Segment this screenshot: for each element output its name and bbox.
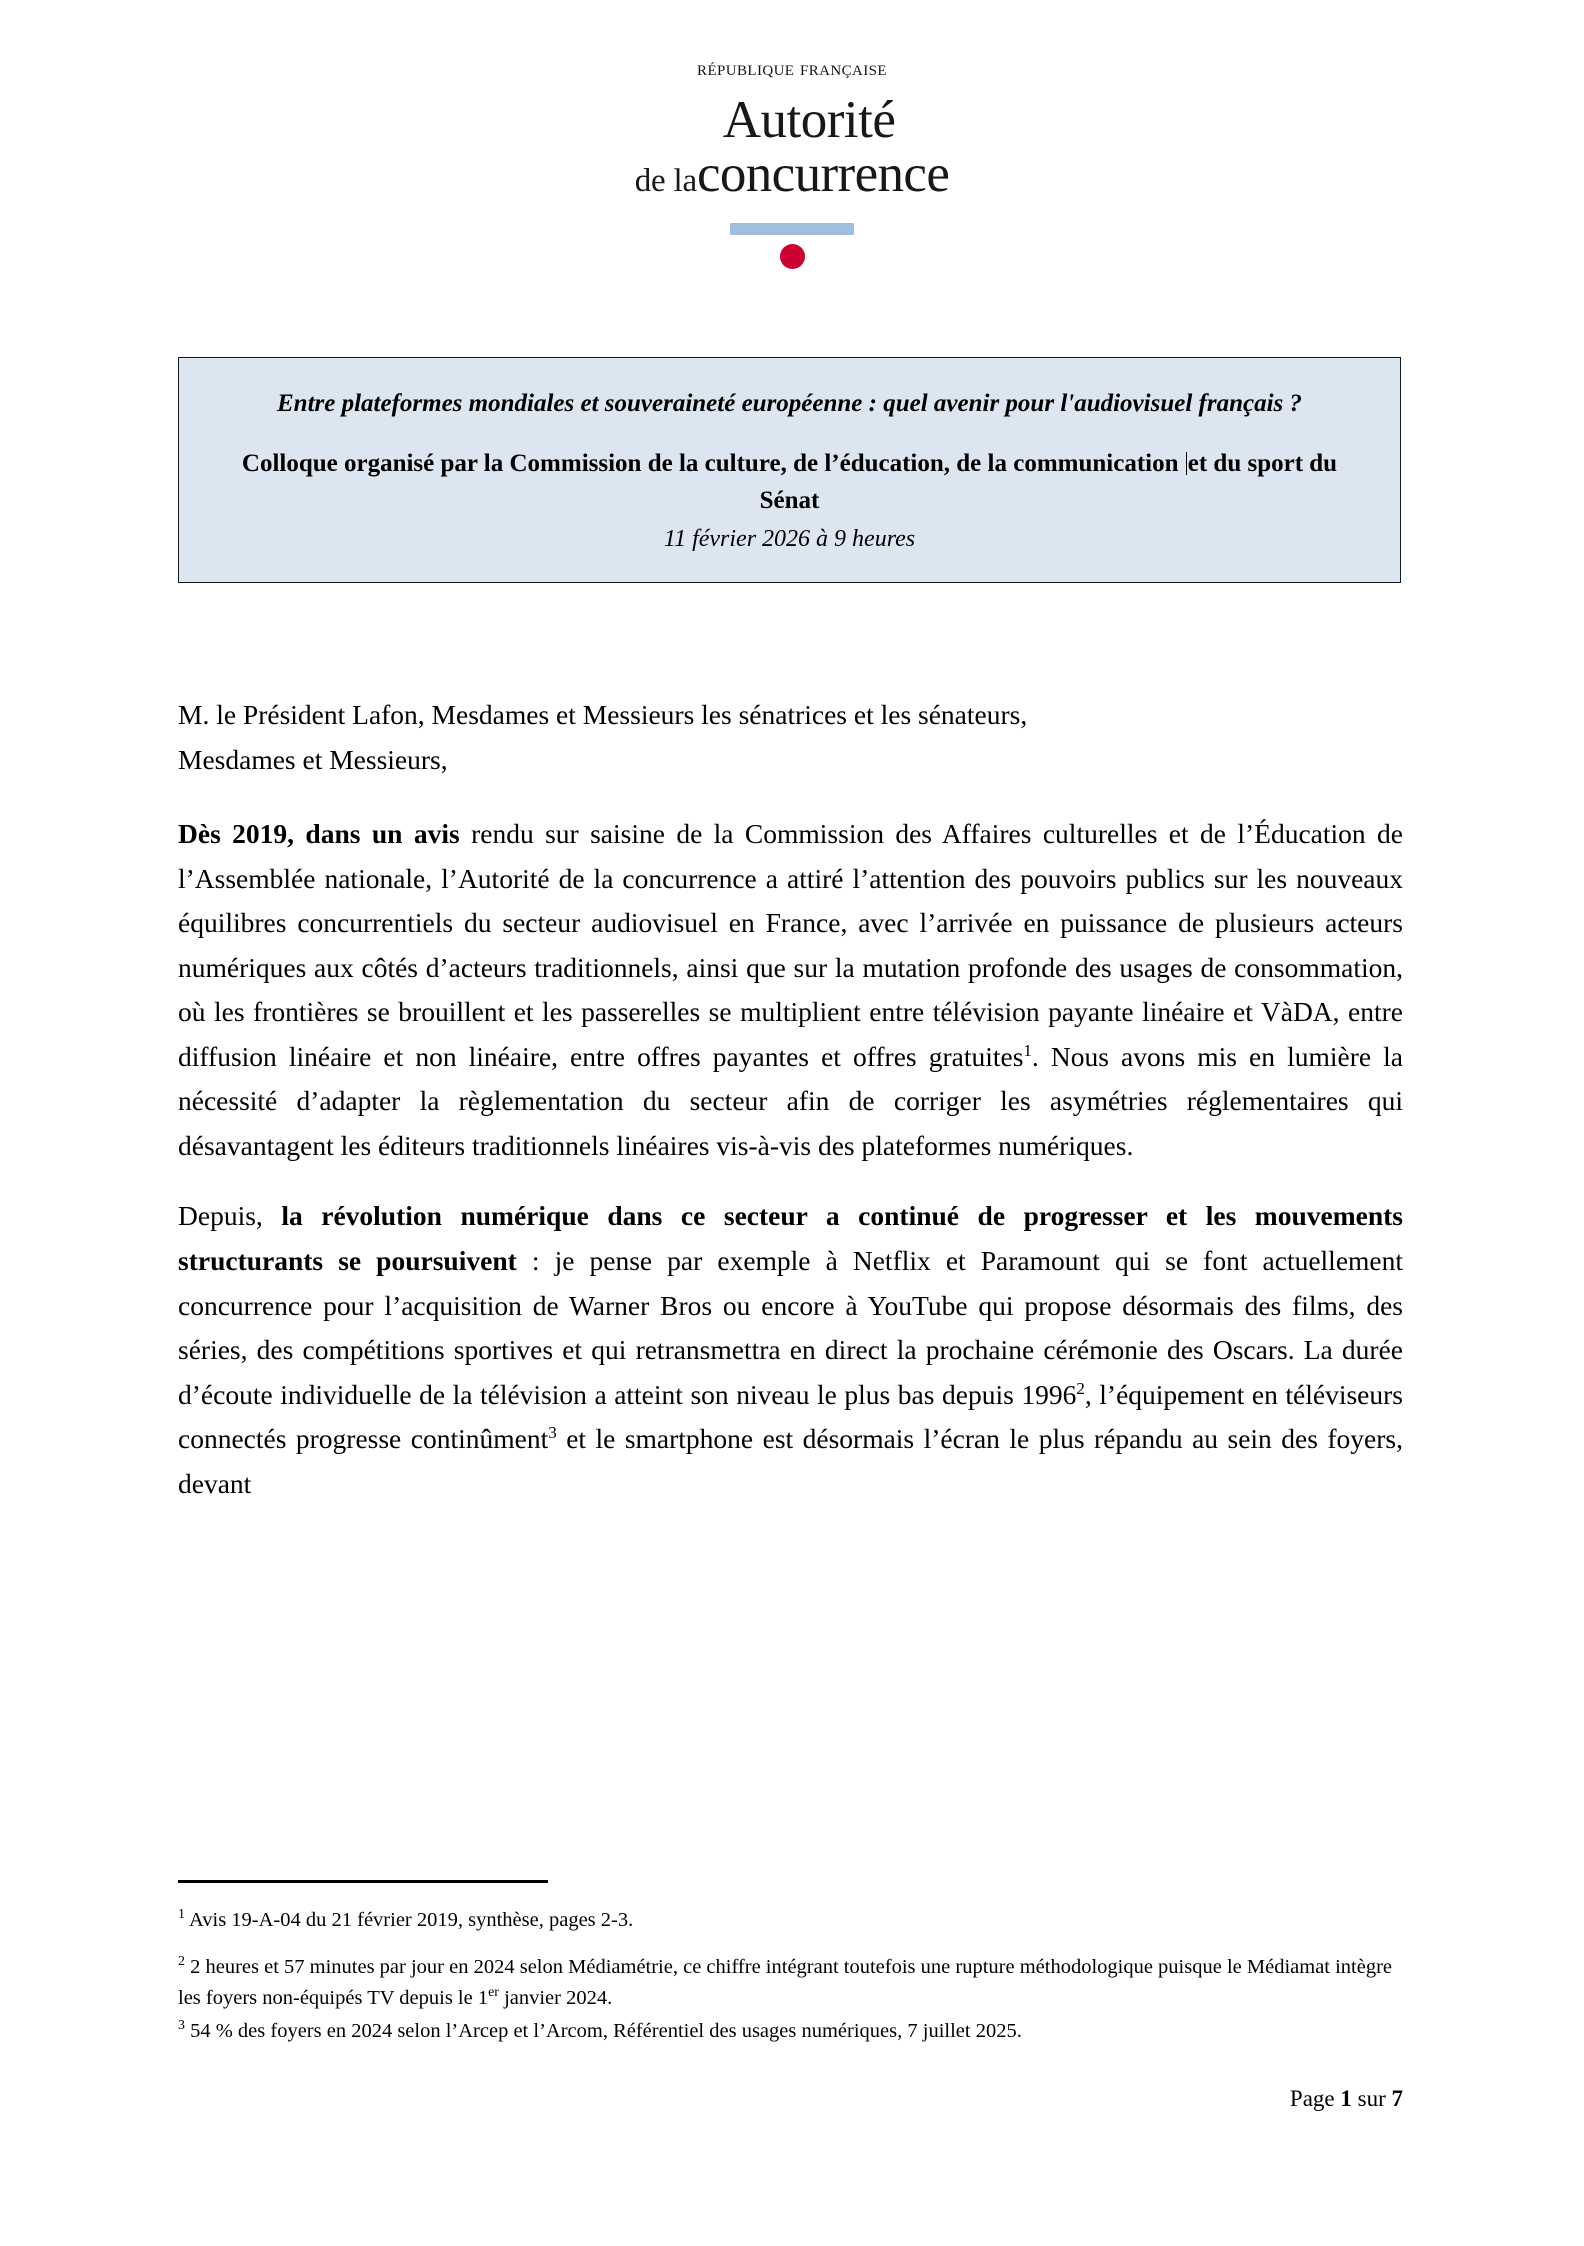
footnote-2-text: 2 heures et 57 minutes par jour en 2024 selon Médiamétrie, ce chiffre intégrant toutefois une rupture méthodologique puisque le Médiamat intègre les foyers non-équipés TV depuis le 1 (178, 1955, 1393, 2009)
footnote-2-marker: 2 (178, 1953, 185, 1969)
footnote-3-text: 54 % des foyers en 2024 selon l’Arcep et l’Arcom, Référentiel des usages numériques, 7 juillet 2025. (184, 2019, 1022, 2042)
footnote-separator-rule (178, 1880, 548, 1883)
logo-red-dot-icon (780, 244, 805, 269)
paragraph-1-text-b: . Nous avons mis en lumière la nécessité d’adapter la règlementation du secteur afin de corriger les asymétries réglementaires qui désavantagent les éditeurs traditionnels linéaires vis-à-vis des plateformes numériques. (178, 1040, 1403, 1161)
footnote-item-1 (178, 1905, 1403, 1936)
paragraph-1-text-a: rendu sur saisine de la Commission des Affaires culturelles et de l’Éducation de l’Assemblée nationale, l’Autorité de la concurrence a attiré l’attention des pouvoirs publics sur les nouveaux équilibres concurrentiels du secteur audiovisuel en France, avec l’arrivée en puissance de plusieurs acteurs numériques aux côtés d’acteurs traditionnels, ainsi que sur la mutation profonde des usages de consommation, où les frontières se brouillent et les passerelles se multiplient entre télévision payante linéaire et VàDA, entre diffusion linéaire et non linéaire, entre offres payantes et offres gratuites (178, 818, 1403, 1072)
footnote-item-2 (178, 1952, 1403, 2014)
salutation-paragraph (178, 693, 1403, 782)
wordmark-autorite: Autorité (722, 91, 896, 149)
paragraph-2 (178, 1194, 1403, 1506)
paragraph-1-lead-bold: Dès 2019, dans un avis (178, 818, 460, 850)
institution-logo (0, 0, 1584, 269)
page-label-prefix: Page (1289, 2086, 1341, 2111)
salutation-line-2: Mesdames et Messieurs, (178, 743, 448, 775)
event-organizer-part-1: Colloque organisé par la Commission de la culture, de l’éducation, de la communication (241, 450, 1185, 478)
autorite-de-la-concurrence-wordmark (635, 93, 950, 205)
footnote-2-text-tail: janvier 2024. (498, 1986, 613, 2009)
paragraph-2-text-c: et le smartphone est désormais l’écran le plus répandu au sein des foyers, devant (178, 1423, 1403, 1499)
total-page-count: 7 (1391, 2086, 1403, 2111)
event-title: Entre plateformes mondiales et souveraineté européenne : quel avenir pour l'audiovisuel français ? (277, 390, 1302, 417)
paragraph-2-intro: Depuis, (178, 1200, 282, 1232)
footnotes-section (178, 1880, 1403, 2047)
document-body (178, 693, 1403, 1506)
footnote-ref-1[interactable]: 1 (1023, 1040, 1032, 1060)
event-organizer (219, 446, 1360, 519)
paragraph-1 (178, 812, 1403, 1168)
footnote-item-3 (178, 2016, 1403, 2047)
footnote-ref-2[interactable]: 2 (1076, 1378, 1085, 1398)
republique-francaise-label: république française (697, 56, 887, 80)
wordmark-concurrence: concurrence (696, 145, 950, 204)
paragraph-2-bold-part: la révolution numérique dans ce secteur a continué de progresser et les mouvements structurants se poursuivent (178, 1200, 1403, 1277)
salutation-line-1: M. le Président Lafon, Mesdames et Messieurs les sénatrices et les sénateurs, (178, 699, 1028, 730)
page-label-middle: sur (1351, 2086, 1392, 2111)
wordmark-de-la: de la (634, 163, 697, 200)
footnote-2-ordinal-suffix: er (488, 1984, 499, 2000)
footnote-3-marker: 3 (178, 2018, 185, 2034)
footnote-ref-3[interactable]: 3 (548, 1423, 557, 1443)
wordmark-row-2 (634, 145, 950, 204)
footnote-1-text: Avis 19-A-04 du 21 février 2019, synthèse, pages 2-3. (184, 1908, 634, 1931)
event-title-box (178, 357, 1401, 583)
paragraph-2-text-b: , l’équipement en téléviseurs connectés progresse continûment (178, 1378, 1403, 1455)
page-number-footer (178, 2086, 1403, 2112)
text-cursor-artifact (1186, 452, 1187, 476)
footnote-1-marker: 1 (178, 1906, 185, 1922)
event-date-time: 11 février 2026 à 9 heures (663, 525, 916, 552)
event-organizer-part-2: et du sport du Sénat (759, 450, 1338, 514)
paragraph-2-text-a: : je pense par exemple à Netflix et Paramount qui se font actuellement concurrence pour l’acquisition de Warner Bros ou encore à YouTube qui propose désormais des films, des séries, des compétitions sportives et qui retransmettra en direct la prochaine cérémonie des Oscars. La durée d’écoute individuelle de la télévision a atteint son niveau le plus bas depuis 1996 (178, 1245, 1404, 1410)
current-page-number: 1 (1340, 2086, 1352, 2111)
logo-blue-bar-icon (730, 223, 854, 235)
